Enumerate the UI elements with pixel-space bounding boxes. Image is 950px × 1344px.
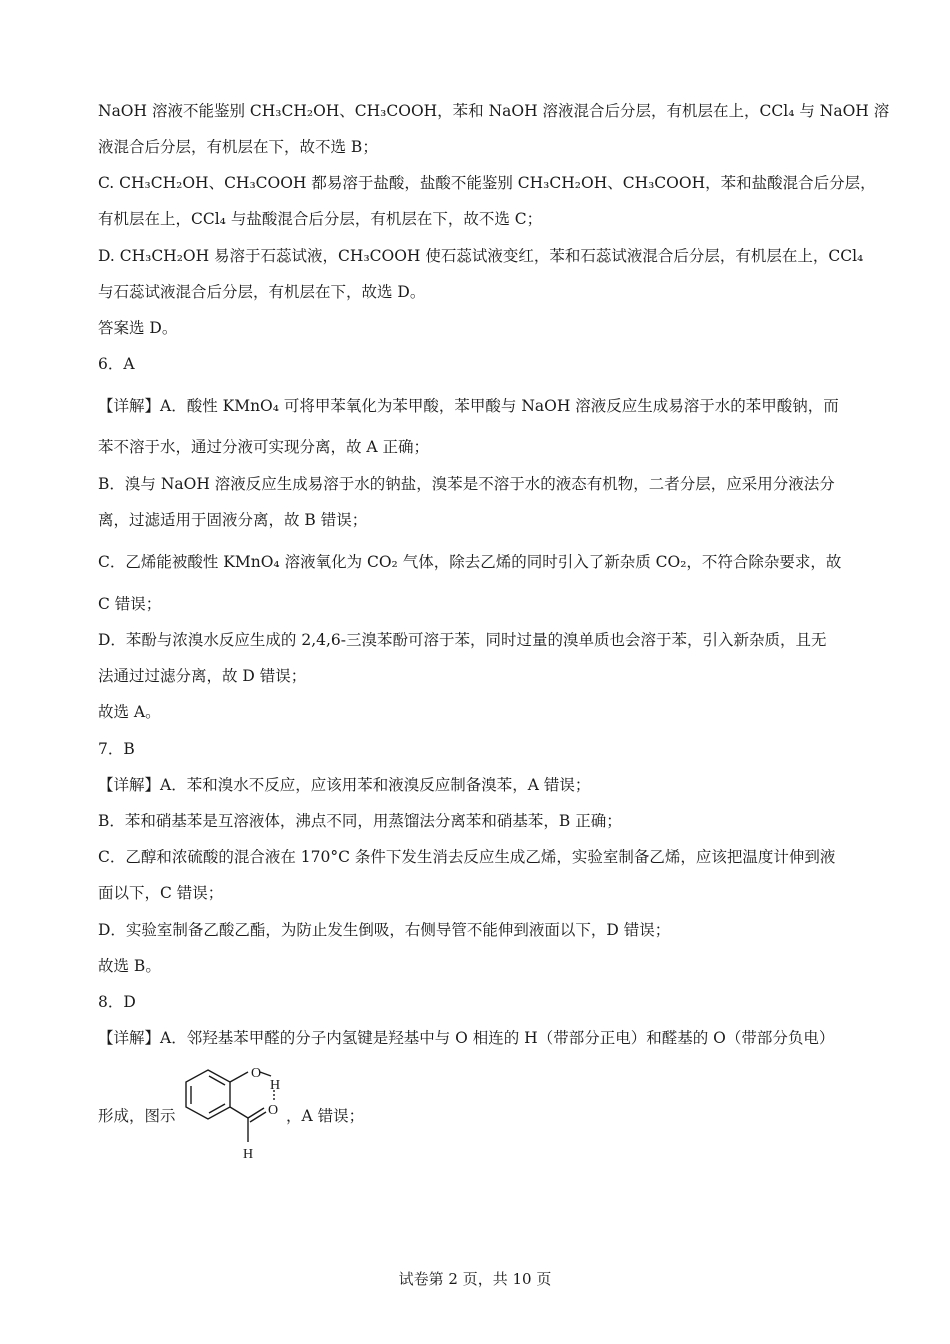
atom-h-top: H bbox=[270, 1078, 281, 1093]
text-line: B．溴与 NaOH 溶液反应生成易溶于水的钠盐，溴苯是不溶于水的液态有机物，二者分层，应采用分液法分 bbox=[98, 475, 835, 493]
atom-o-top: O bbox=[251, 1066, 262, 1081]
text-line: C. CH₃CH₂OH、CH₃COOH 都易溶于盐酸，盐酸不能鉴别 CH₃CH₂OH、CH₃COOH，苯和盐酸混合后分层， bbox=[98, 174, 876, 192]
text-line: D．实验室制备乙酸乙酯，为防止发生倒吸，右侧导管不能伸到液面以下，D 错误； bbox=[98, 921, 671, 939]
text-line: 苯不溶于水，通过分液可实现分离，故 A 正确； bbox=[98, 438, 430, 456]
figure-caption-before: 形成，图示 bbox=[98, 1107, 176, 1125]
text-line: 法通过过滤分离，故 D 错误； bbox=[98, 667, 307, 685]
page-footer: 试卷第 2 页，共 10 页 bbox=[398, 1270, 552, 1288]
question-number: 7．B bbox=[98, 740, 135, 758]
atom-o-bottom: O bbox=[268, 1103, 279, 1118]
text-line: 【详解】A．邻羟基苯甲醛的分子内氢键是羟基中与 O 相连的 H（带部分正电）和醛基的 O（带部分负电） bbox=[98, 1029, 835, 1047]
text-line: 故选 B。 bbox=[98, 957, 161, 975]
text-line: 故选 A。 bbox=[98, 703, 161, 721]
question-number: 6．A bbox=[98, 355, 135, 373]
text-line: 与石蕊试液混合后分层，有机层在下，故选 D。 bbox=[98, 283, 426, 301]
o-hydroxybenzaldehyde-structure bbox=[178, 1060, 288, 1165]
text-line: 面以下，C 错误； bbox=[98, 884, 224, 902]
text-line: 答案选 D。 bbox=[98, 319, 178, 337]
figure-caption-after: ，A 错误； bbox=[286, 1107, 365, 1125]
text-line: 液混合后分层，有机层在下，故不选 B； bbox=[98, 138, 378, 156]
text-line: D. CH₃CH₂OH 易溶于石蕊试液，CH₃COOH 使石蕊试液变红，苯和石蕊试液混合后分层，有机层在上，CCl₄ bbox=[98, 247, 864, 265]
question-number: 8．D bbox=[98, 993, 136, 1011]
text-line: NaOH 溶液不能鉴别 CH₃CH₂OH、CH₃COOH，苯和 NaOH 溶液混合后分层，有机层在上，CCl₄ 与 NaOH 溶 bbox=[98, 102, 890, 120]
text-line: 【详解】A．酸性 KMnO₄ 可将甲苯氧化为苯甲酸，苯甲酸与 NaOH 溶液反应生成易溶于水的苯甲酸钠，而 bbox=[98, 397, 839, 415]
text-line: C．乙烯能被酸性 KMnO₄ 溶液氧化为 CO₂ 气体，除去乙烯的同时引入了新杂质 CO₂，不符合除杂要求，故 bbox=[98, 553, 842, 571]
text-line: C．乙醇和浓硫酸的混合液在 170°C 条件下发生消去反应生成乙烯，实验室制备乙烯，应该把温度计伸到液 bbox=[98, 848, 836, 866]
text-line: 离，过滤适用于固液分离，故 B 错误； bbox=[98, 511, 368, 529]
text-line: 有机层在上，CCl₄ 与盐酸混合后分层，有机层在下，故不选 C； bbox=[98, 210, 543, 228]
text-line: B．苯和硝基苯是互溶液体，沸点不同，用蒸馏法分离苯和硝基苯，B 正确； bbox=[98, 812, 622, 830]
text-line: D．苯酚与浓溴水反应生成的 2,4,6-三溴苯酚可溶于苯，同时过量的溴单质也会溶于苯，引入新杂质，且无 bbox=[98, 631, 827, 649]
text-line: C 错误； bbox=[98, 595, 162, 613]
text-line: 【详解】A．苯和溴水不反应，应该用苯和液溴反应制备溴苯，A 错误； bbox=[98, 776, 591, 794]
atom-h-bottom: H bbox=[243, 1147, 254, 1162]
